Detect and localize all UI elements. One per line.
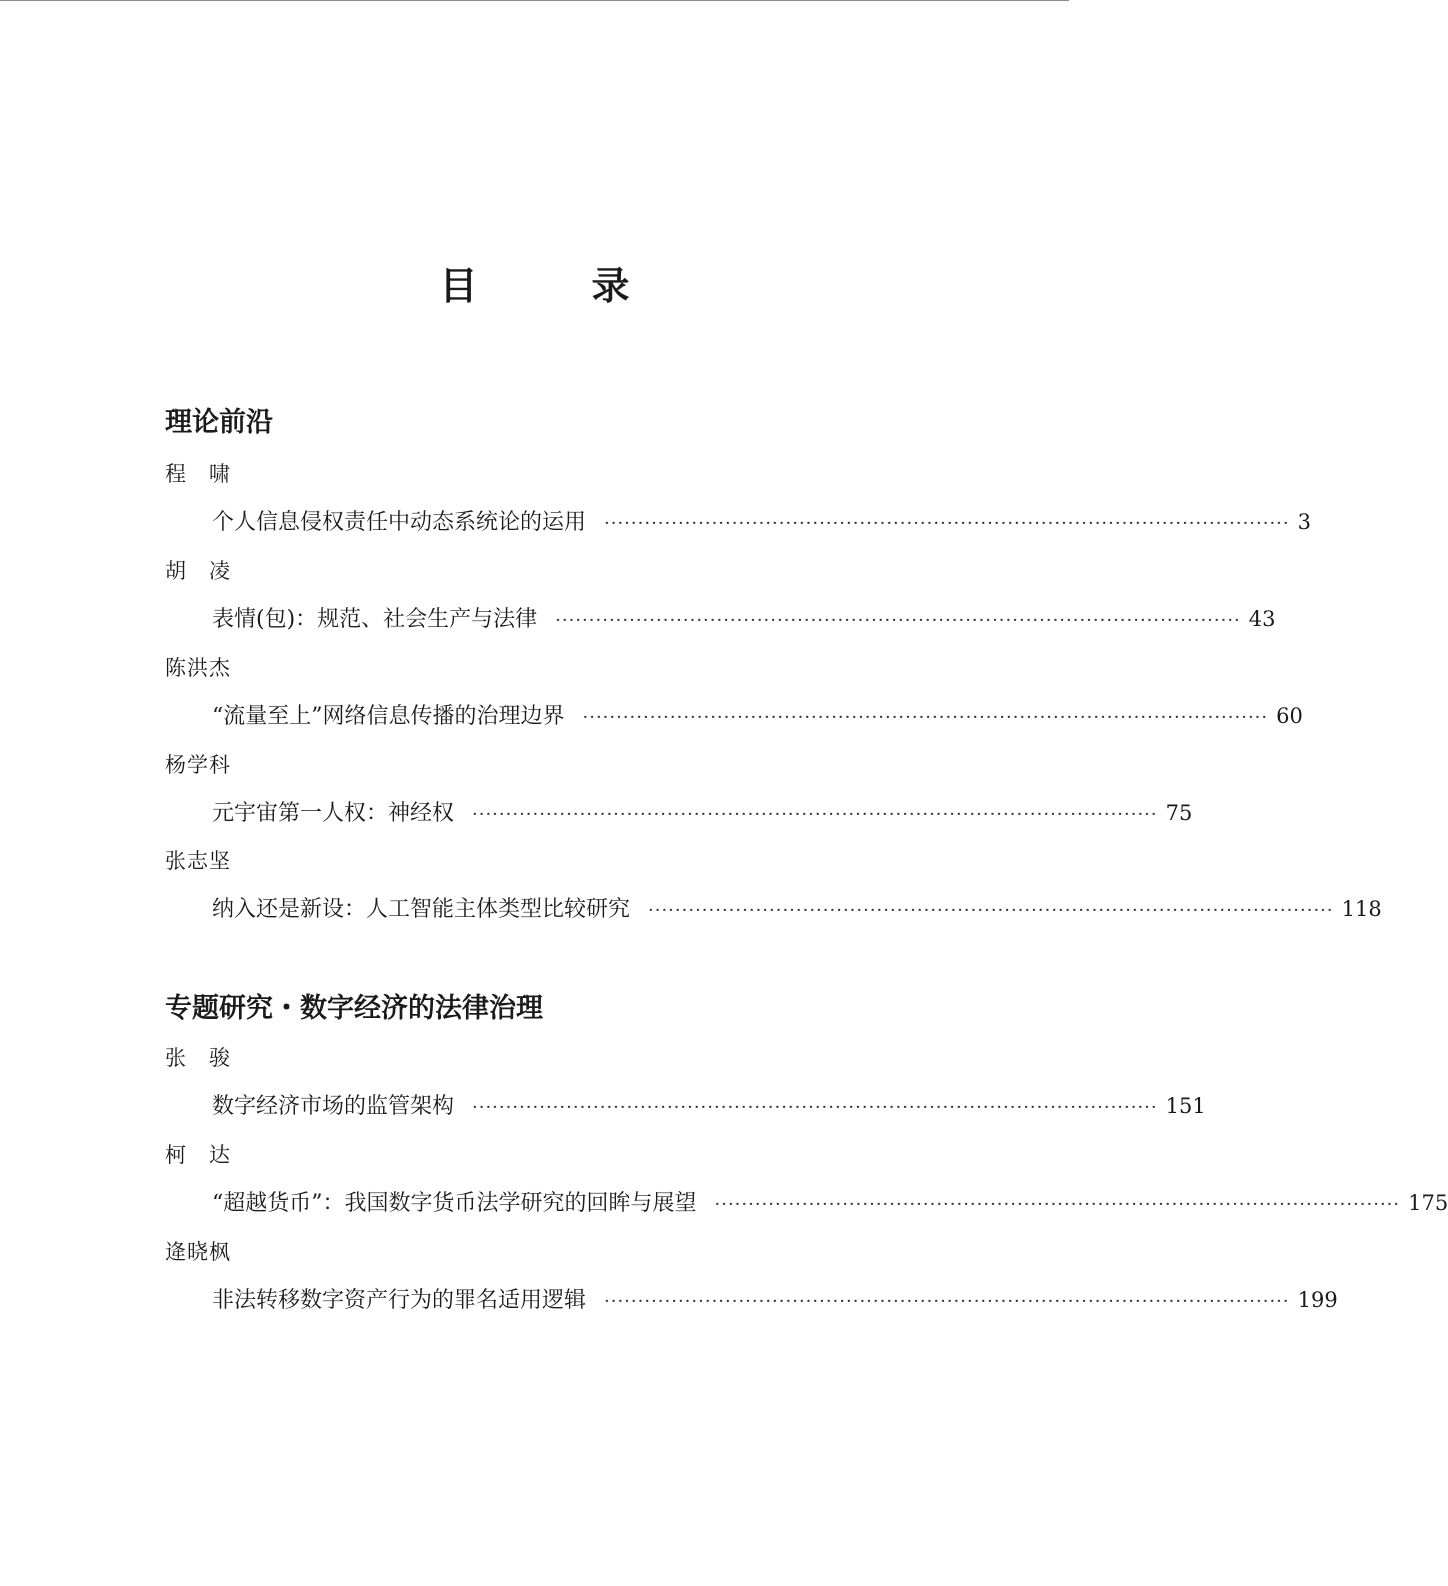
leader-dots: ······································································································ — [472, 1097, 1158, 1118]
leader-dots: ······································································································ — [604, 513, 1290, 534]
leader-dots: ······································································································ — [604, 1291, 1290, 1312]
leader-dots: ······································································································ — [582, 707, 1269, 728]
author-name: 胡 凌 — [165, 559, 231, 583]
toc-entry[interactable] — [212, 604, 1276, 634]
author-name: 陈洪杰 — [165, 656, 231, 680]
author-name: 张志坚 — [165, 849, 231, 873]
section-heading-digital-economy: 专题研究・数字经济的法律治理 — [165, 993, 543, 1024]
entry-title: 数字经济市场的监管架构 — [212, 1094, 455, 1119]
toc-entry[interactable] — [212, 894, 1382, 924]
author-name: 杨学科 — [165, 753, 231, 777]
toc-entry[interactable] — [212, 1188, 1448, 1218]
top-border-line — [0, 0, 1069, 1]
author-name: 逄晓枫 — [165, 1240, 231, 1264]
leader-dots: ······································································································ — [472, 804, 1158, 825]
entry-title: 纳入还是新设：人工智能主体类型比较研究 — [212, 897, 631, 922]
page-number: 75 — [1165, 801, 1193, 825]
page-number: 199 — [1297, 1288, 1338, 1312]
page-number: 60 — [1276, 704, 1303, 728]
leader-dots: ······································································································ — [714, 1194, 1401, 1215]
page-number: 151 — [1165, 1094, 1206, 1118]
entry-title: 非法转移数字资产行为的罪名适用逻辑 — [212, 1288, 587, 1313]
author-name: 柯 达 — [165, 1143, 231, 1167]
toc-entry[interactable] — [212, 507, 1312, 537]
toc-entry[interactable] — [212, 1285, 1338, 1315]
entry-title: 元宇宙第一人权：神经权 — [212, 801, 455, 826]
toc-entry[interactable] — [212, 1091, 1206, 1121]
entry-title: “流量至上”网络信息传播的治理边界 — [212, 704, 565, 729]
author-name: 程 啸 — [165, 462, 231, 486]
author-name: 张 骏 — [165, 1046, 231, 1070]
toc-entry[interactable] — [212, 701, 1303, 731]
section-heading-theory-frontier: 理论前沿 — [165, 407, 273, 438]
page-number: 3 — [1297, 510, 1312, 534]
toc-entry[interactable] — [212, 798, 1193, 828]
page-number: 118 — [1341, 897, 1382, 921]
entry-title: 个人信息侵权责任中动态系统论的运用 — [212, 510, 587, 535]
entry-title: 表情(包)：规范、社会生产与法律 — [212, 607, 538, 632]
page-number: 175 — [1408, 1191, 1448, 1215]
leader-dots: ······································································································ — [555, 610, 1241, 631]
page-title: 目 录 — [439, 263, 668, 308]
leader-dots: ······································································································ — [648, 900, 1334, 921]
entry-title: “超越货币”：我国数字货币法学研究的回眸与展望 — [212, 1191, 697, 1216]
page-number: 43 — [1248, 607, 1276, 631]
